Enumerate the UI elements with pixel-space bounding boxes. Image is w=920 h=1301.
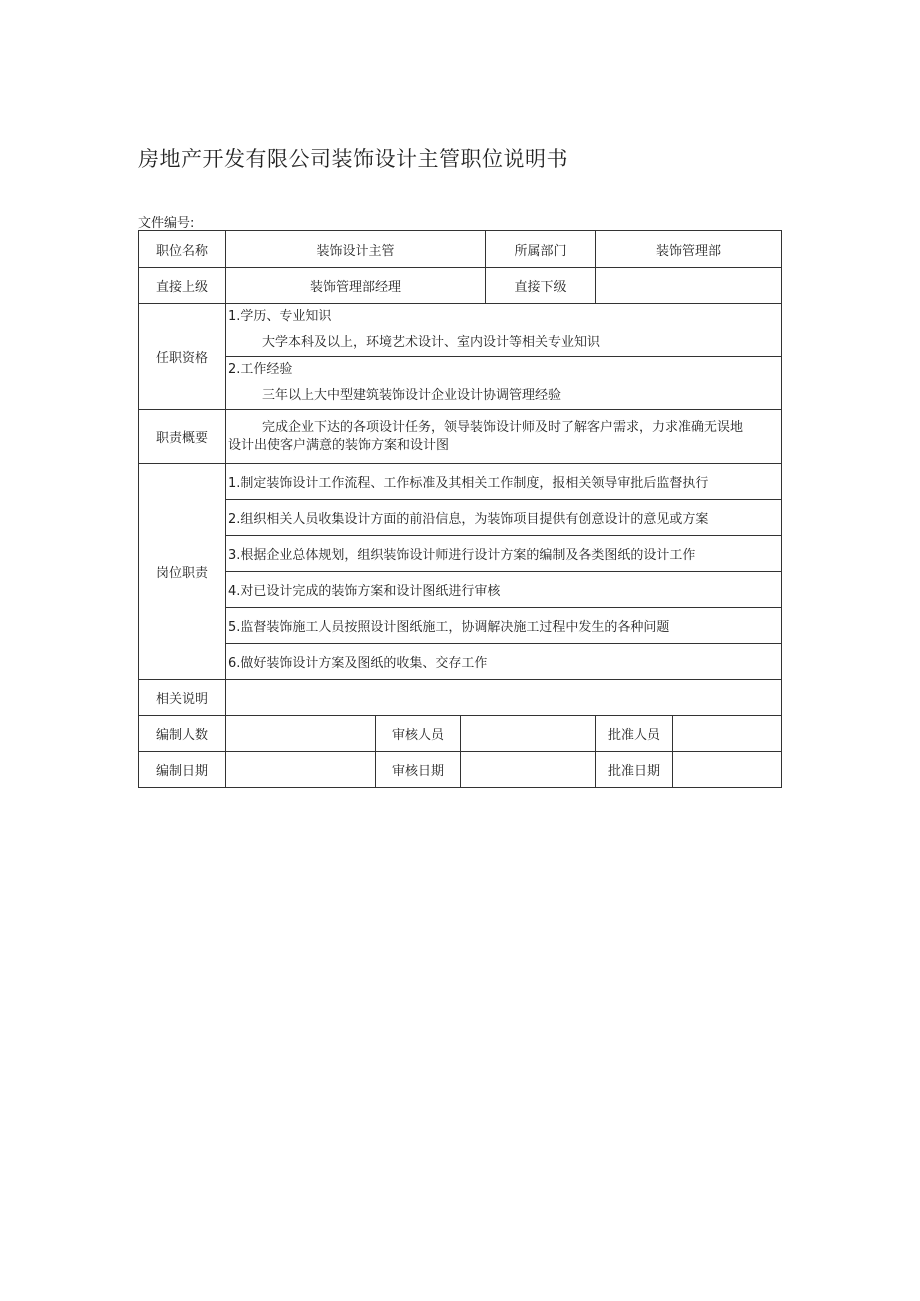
experience-heading: 2.工作经验: [228, 362, 293, 377]
duty-item: 1.制定装饰设计工作流程、工作标准及其相关工作制度，报相关领导审批后监督执行: [226, 464, 782, 500]
position-name-value: 装饰设计主管: [226, 231, 486, 268]
summary-label: 职责概要: [139, 410, 226, 464]
notes-label: 相关说明: [139, 680, 226, 716]
reviewed-date-label: 审核日期: [376, 752, 461, 788]
row-duty: [139, 464, 782, 500]
job-description-table: [138, 230, 782, 788]
duty-item: 6.做好装饰设计方案及图纸的收集、交存工作: [226, 644, 782, 680]
summary-line-1: 完成企业下达的各项设计任务，领导装饰设计师及时了解客户需求，力求准确无误地: [262, 419, 744, 435]
row-duty: [139, 644, 782, 680]
approved-date-value: [673, 752, 782, 788]
duties-label: 岗位职责: [139, 464, 226, 680]
education-heading: 1.学历、专业知识: [228, 309, 332, 324]
doc-number-label: 文件编号:: [138, 216, 195, 231]
qualifications-label: 任职资格: [139, 304, 226, 410]
qualifications-experience-cell: [226, 357, 782, 410]
duty-item: 5.监督装饰施工人员按照设计图纸施工，协调解决施工过程中发生的各种问题: [226, 608, 782, 644]
position-name-label: 职位名称: [139, 231, 226, 268]
department-value: 装饰管理部: [596, 231, 782, 268]
duty-item: 4.对已设计完成的装饰方案和设计图纸进行审核: [226, 572, 782, 608]
document-title: 房地产开发有限公司装饰设计主管职位说明书: [138, 147, 568, 171]
prepared-date-label: 编制日期: [139, 752, 226, 788]
direct-superior-value: 装饰管理部经理: [226, 268, 486, 304]
summary-line-2: 设计出使客户满意的装饰方案和设计图: [228, 437, 450, 453]
row-signoff-dates: [139, 752, 782, 788]
approved-by-value: [673, 716, 782, 752]
prepared-date-value: [226, 752, 376, 788]
row-superior: [139, 268, 782, 304]
approved-date-label: 批准日期: [596, 752, 673, 788]
experience-text: 三年以上大中型建筑装饰设计企业设计协调管理经验: [262, 388, 562, 403]
prepared-by-value: [226, 716, 376, 752]
row-duty: [139, 608, 782, 644]
approved-by-label: 批准人员: [596, 716, 673, 752]
row-notes: [139, 680, 782, 716]
row-signoff-people: [139, 716, 782, 752]
row-qualifications-edu: [139, 304, 782, 357]
reviewed-by-label: 审核人员: [376, 716, 461, 752]
row-summary: [139, 410, 782, 464]
prepared-by-label: 编制人数: [139, 716, 226, 752]
education-text: 大学本科及以上，环境艺术设计、室内设计等相关专业知识: [262, 335, 601, 350]
qualifications-education-cell: [226, 304, 782, 357]
row-duty: [139, 500, 782, 536]
direct-superior-label: 直接上级: [139, 268, 226, 304]
row-duty: [139, 572, 782, 608]
reviewed-date-value: [461, 752, 596, 788]
direct-subordinate-value: [596, 268, 782, 304]
notes-value: [226, 680, 782, 716]
row-position: [139, 231, 782, 268]
duty-item: 3.根据企业总体规划，组织装饰设计师进行设计方案的编制及各类图纸的设计工作: [226, 536, 782, 572]
reviewed-by-value: [461, 716, 596, 752]
row-qualifications-exp: [139, 357, 782, 410]
duty-item: 2.组织相关人员收集设计方面的前沿信息，为装饰项目提供有创意设计的意见或方案: [226, 500, 782, 536]
department-label: 所属部门: [486, 231, 596, 268]
direct-subordinate-label: 直接下级: [486, 268, 596, 304]
summary-cell: [226, 410, 782, 464]
row-duty: [139, 536, 782, 572]
